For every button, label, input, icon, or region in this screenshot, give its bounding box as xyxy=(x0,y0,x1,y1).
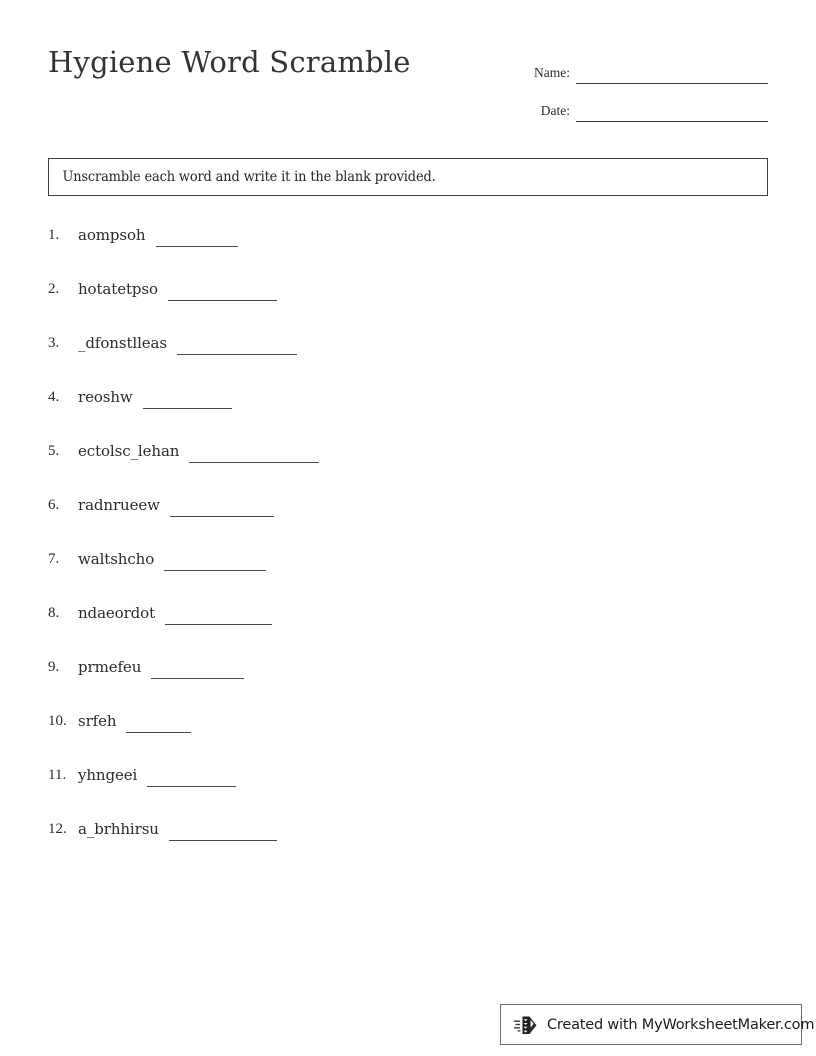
name-field-row xyxy=(518,46,768,84)
answer-blank[interactable] xyxy=(189,446,319,463)
item-number: 2. xyxy=(48,281,60,297)
word-item xyxy=(48,818,748,872)
answer-blank[interactable] xyxy=(156,230,238,247)
item-number: 4. xyxy=(48,389,60,405)
word-item xyxy=(48,494,748,548)
answer-blank[interactable] xyxy=(170,500,274,517)
item-number: 6. xyxy=(48,497,60,513)
scrambled-word: waltshcho xyxy=(78,550,155,568)
badge-label: Created with MyWorksheetMaker.com xyxy=(547,1016,815,1033)
word-item xyxy=(48,386,748,440)
worksheet-header xyxy=(48,42,768,122)
name-label: Name: xyxy=(534,65,570,80)
scrambled-word: aompsoh xyxy=(78,226,146,244)
scrambled-word: a_brhhirsu xyxy=(78,820,159,838)
word-item xyxy=(48,764,748,818)
item-number: 7. xyxy=(48,551,60,567)
name-input[interactable] xyxy=(576,63,768,84)
worksheet-maker-badge[interactable] xyxy=(500,1004,815,1045)
answer-blank[interactable] xyxy=(169,824,277,841)
scrambled-word: ndaeordot xyxy=(78,604,156,622)
answer-blank[interactable] xyxy=(164,554,266,571)
scrambled-word: reoshw xyxy=(78,388,133,406)
word-item xyxy=(48,710,748,764)
answer-blank[interactable] xyxy=(168,284,277,301)
instruction-text: Unscramble each word and write it in the blank provided. xyxy=(62,169,436,185)
answer-blank[interactable] xyxy=(165,608,272,625)
page-title: Hygiene Word Scramble xyxy=(48,45,411,79)
word-item xyxy=(48,278,748,332)
word-item xyxy=(48,548,748,602)
item-number: 8. xyxy=(48,605,60,621)
item-number: 9. xyxy=(48,659,60,675)
item-number: 1. xyxy=(48,227,60,243)
item-number: 3. xyxy=(48,335,60,351)
date-field-row xyxy=(518,84,768,122)
answer-blank[interactable] xyxy=(143,392,232,409)
item-number: 12. xyxy=(48,821,67,837)
word-item xyxy=(48,602,748,656)
worksheet-maker-logo-icon xyxy=(514,1013,540,1037)
word-scramble-list xyxy=(48,224,748,872)
item-number: 10. xyxy=(48,713,67,729)
item-number: 5. xyxy=(48,443,60,459)
word-item xyxy=(48,656,748,710)
answer-blank[interactable] xyxy=(151,662,244,679)
scrambled-word: yhngeei xyxy=(78,766,138,784)
item-number: 11. xyxy=(48,767,67,783)
instruction-box xyxy=(48,158,768,196)
scrambled-word: _dfonstlleas xyxy=(78,334,167,352)
word-item xyxy=(48,440,748,494)
word-item xyxy=(48,332,748,386)
scrambled-word: ectolsc_lehan xyxy=(78,442,180,460)
scrambled-word: prmefeu xyxy=(78,658,142,676)
student-info-fields xyxy=(518,46,768,122)
scrambled-word: srfeh xyxy=(78,712,117,730)
scrambled-word: hotatetpso xyxy=(78,280,158,298)
word-item xyxy=(48,224,748,278)
answer-blank[interactable] xyxy=(147,770,236,787)
answer-blank[interactable] xyxy=(177,338,297,355)
answer-blank[interactable] xyxy=(126,716,191,733)
date-input[interactable] xyxy=(576,101,768,122)
date-label: Date: xyxy=(540,103,570,118)
scrambled-word: radnrueew xyxy=(78,496,160,514)
